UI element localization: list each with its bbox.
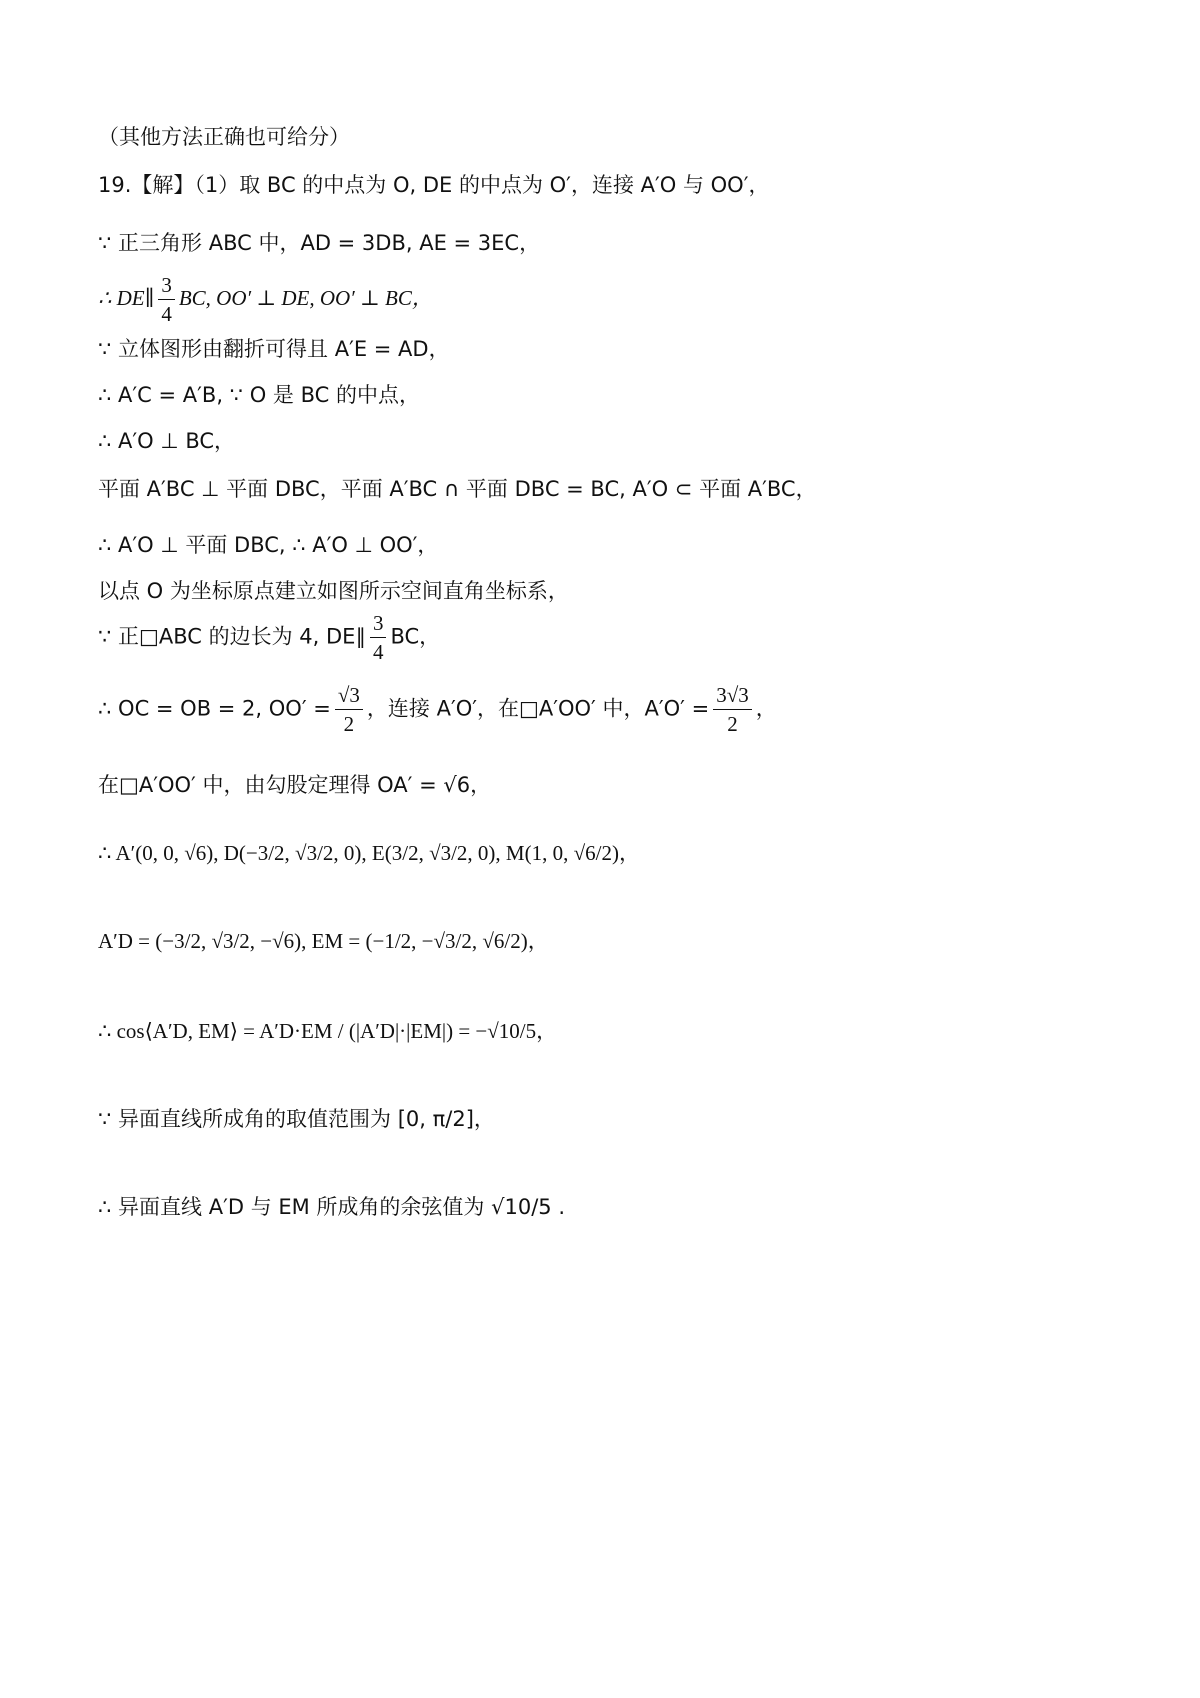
- line-coordinate-system: 以点 O 为坐标原点建立如图所示空间直角坐标系，: [98, 579, 569, 603]
- fraction-root3-over-2: $\frac{√3}{2}$: [335, 682, 363, 737]
- fraction-3root3-over-2: $\frac{3√3}{2}$: [713, 682, 752, 737]
- line-planes: 平面 A′BC ⊥ 平面 DBC，平面 A′BC ∩ 平面 DBC = BC, A′O ⊂ 平面 A′BC，: [98, 477, 817, 501]
- line-cosine: ∴ cos⟨A′D, EM⟩ = A′D·EM / (|A′D|·|EM|) = −√10/5，: [98, 1019, 558, 1043]
- line-fold: ∵ 立体图形由翻折可得且 A′E = AD，: [98, 337, 450, 361]
- fraction-three-quarters: $\frac{3}{4}$: [158, 272, 175, 327]
- problem-19-intro: 19.【解】（1）取 BC 的中点为 O, DE 的中点为 O′，连接 A′O 与 OO′，: [98, 173, 770, 197]
- line-pythagoras: 在□A′OO′ 中，由勾股定理得 OA′ = √6，: [98, 773, 492, 797]
- fraction-three-quarters-2: $\frac{3}{4}$: [370, 610, 387, 665]
- text-de-parallel: ∴ DE∥: [98, 286, 155, 310]
- line-equilateral-vectors: ∵ 正三角形 ABC 中，AD = 3DB, AE = 3EC，: [98, 231, 541, 255]
- line-de-parallel: [98, 272, 1160, 334]
- line-ao-perp-bc: ∴ A′O ⊥ BC，: [98, 429, 236, 453]
- line-ao-perp-plane: ∴ A′O ⊥ 平面 DBC, ∴ A′O ⊥ OO′，: [98, 533, 439, 557]
- text-perpendiculars: BC, OO′ ⊥ DE, OO′ ⊥ BC，: [178, 286, 433, 310]
- line-oc-ob: ∴ OC = OB = 2, OO′ = $\frac{√3}{2}$ ，连接 A′O′，在□A′OO′ 中，A′O′ = $\frac{3√3}{2}$ ，: [98, 683, 777, 736]
- line-conclusion: ∴ 异面直线 A′D 与 EM 所成角的余弦值为 √10/5 .: [98, 1195, 565, 1219]
- line-coordinates: ∴ A′(0, 0, √6), D(−3/2, √3/2, 0), E(3/2, √3/2, 0), M(1, 0, √6/2)，: [98, 841, 640, 865]
- line-ac-ab: ∴ A′C = A′B, ∵ O 是 BC 的中点，: [98, 383, 420, 407]
- line-side-length: ∵ 正□ABC 的边长为 4, DE∥ $\frac{3}{4}$ BC，: [98, 611, 441, 664]
- note-line: （其他方法正确也可给分）: [98, 125, 350, 149]
- line-vectors: A′D = (−3/2, √3/2, −√6), EM = (−1/2, −√3/2, √6/2)，: [98, 929, 549, 953]
- line-angle-range: ∵ 异面直线所成角的取值范围为 [0, π/2]，: [98, 1107, 495, 1131]
